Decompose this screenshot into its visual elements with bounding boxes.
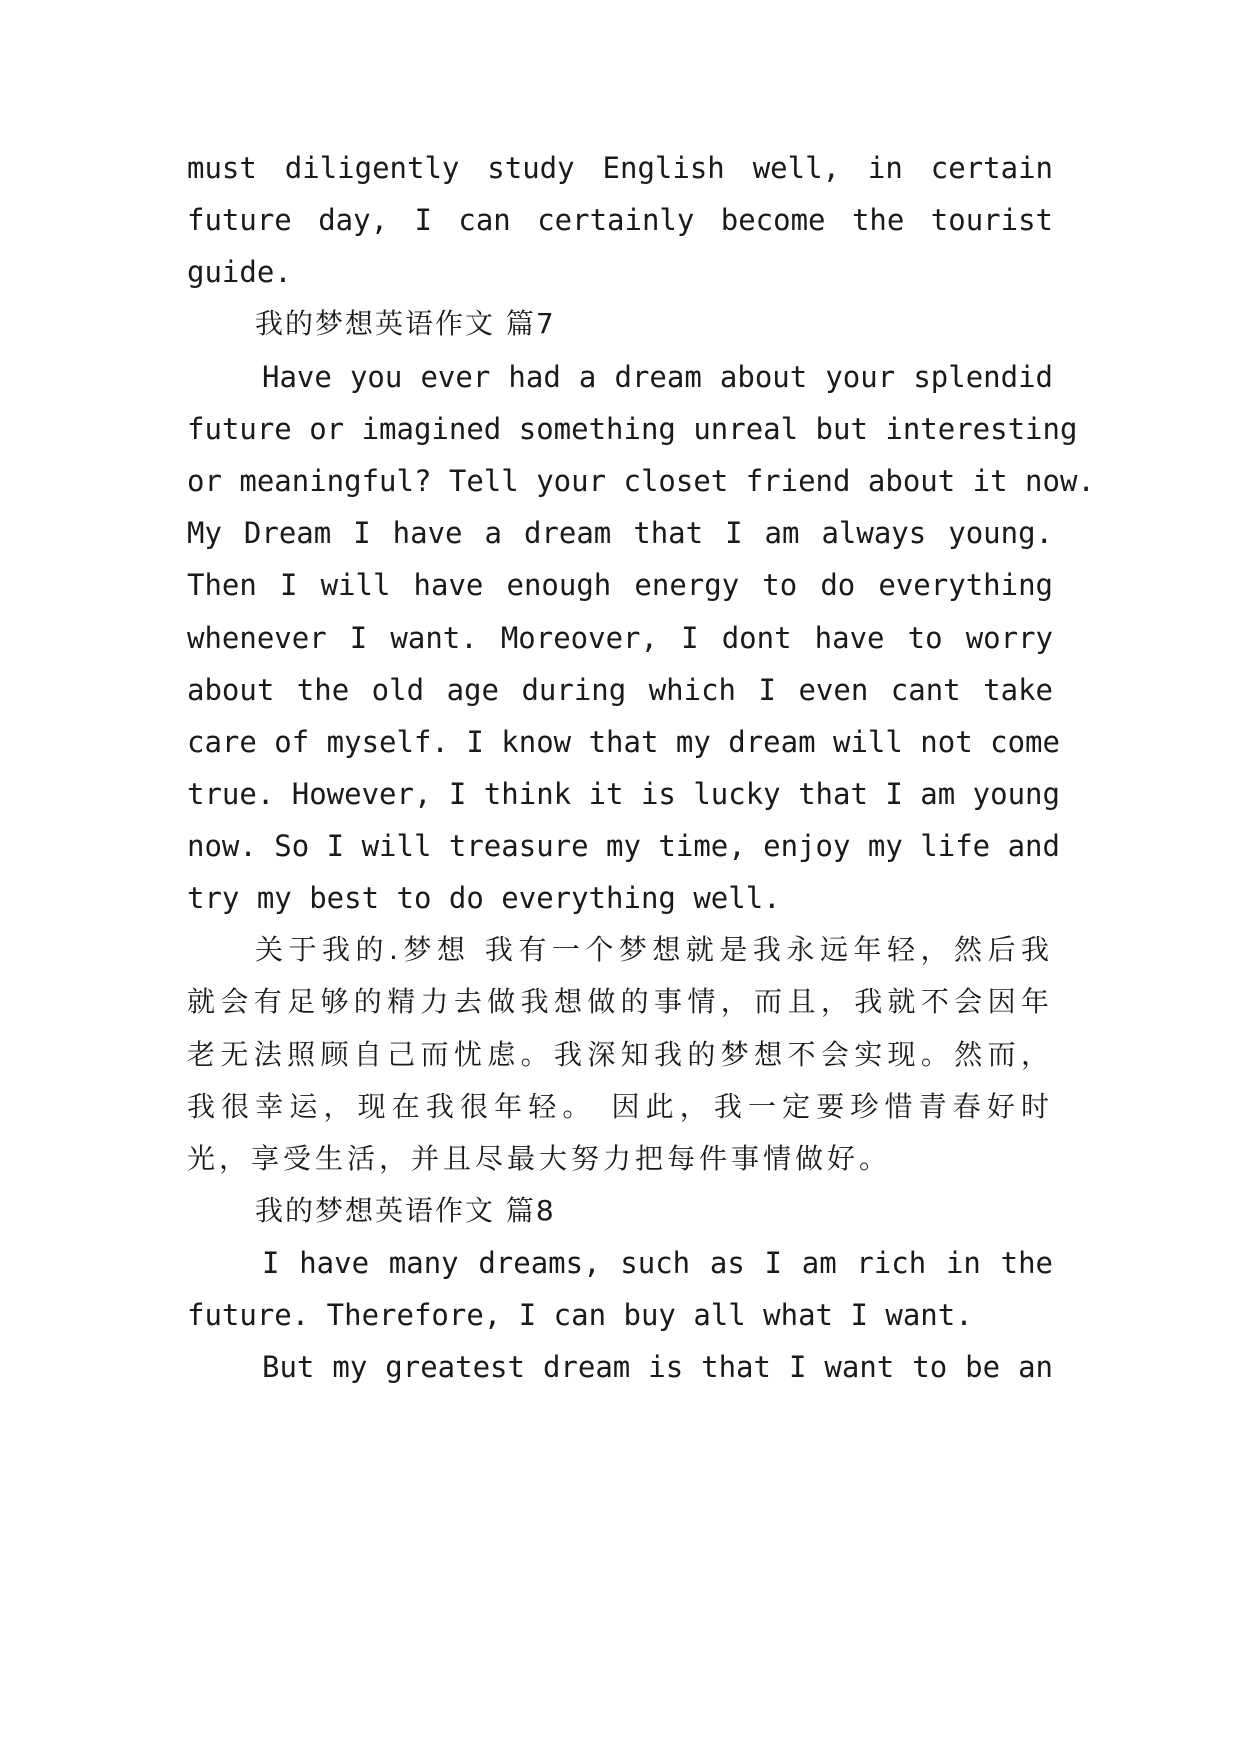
text-line: 老无法照顾自己而忧虑。我深知我的梦想不会实现。然而， [187,1038,1053,1071]
text-line: My Dream I have a dream that I am always young. [187,516,1053,550]
text-line: future or imagined something unreal but interesting [187,412,1078,446]
text-line: 就会有足够的精力去做我想做的事情，而且，我就不会因年 [187,985,1053,1018]
text-line: Have you ever had a dream about your splendid [262,360,1053,394]
text-line: 光，享受生活，并且尽最大努力把每件事情做好。 [187,1142,892,1175]
text-line: about the old age during which I even cant take [187,673,1053,707]
text-line: I have many dreams, such as I am rich in the [262,1246,1053,1280]
text-line: true. However, I think it is lucky that I am young [187,777,1060,811]
text-line: Then I will have enough energy to do everything [187,568,1053,602]
section-heading: 我的梦想英语作文 篇7 [255,307,556,340]
section-heading: 我的梦想英语作文 篇8 [255,1194,556,1227]
text-line: or meaningful? Tell your closet friend about it now. [187,464,1095,498]
text-line: try my best to do everything well. [187,881,781,915]
text-line: future day, I can certainly become the tourist [187,203,1053,237]
text-line: But my greatest dream is that I want to be an [262,1350,1053,1384]
text-line: now. So I will treasure my time, enjoy my life and [187,829,1060,863]
text-line: guide. [187,255,292,289]
text-line: care of myself. I know that my dream will not come [187,725,1060,759]
text-line: must diligently study English well, in certain [187,151,1053,185]
text-line: 我很幸运，现在我很年轻。 因此，我一定要珍惜青春好时 [187,1090,1053,1123]
text-line: 关于我的.梦想 我有一个梦想就是我永远年轻，然后我 [255,933,1053,966]
text-line: future. Therefore, I can buy all what I want. [187,1298,973,1332]
text-line: whenever I want. Moreover, I dont have to worry [187,621,1053,655]
